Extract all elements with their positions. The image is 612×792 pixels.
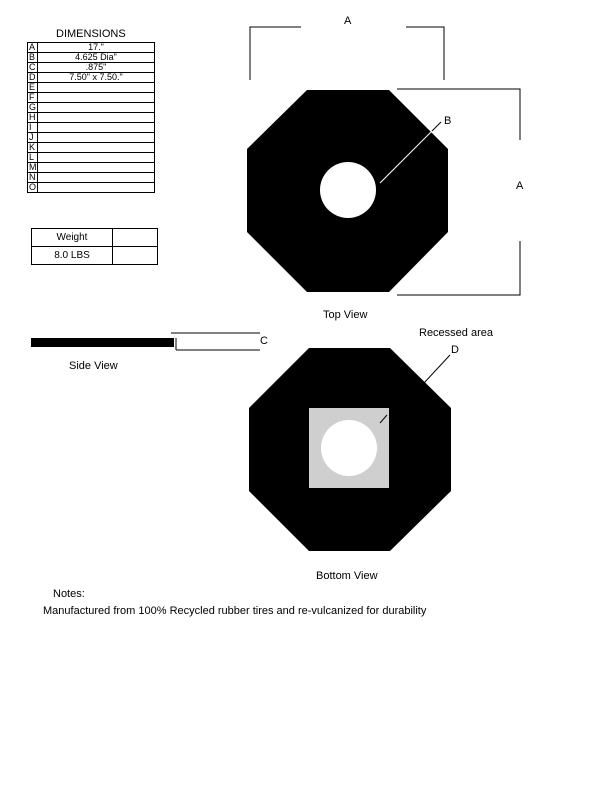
weight-header: Weight (32, 229, 113, 247)
side-view-label: Side View (69, 360, 118, 372)
dimension-key: L (28, 153, 38, 163)
dimension-value: 7.50" x 7.50." (38, 73, 155, 83)
dimension-key: G (29, 102, 37, 112)
dimension-key: D (29, 72, 36, 82)
dim-a-right-label: A (516, 180, 524, 192)
dimensions-title: DIMENSIONS (56, 28, 126, 40)
dimension-value: 4.625 Dia" (38, 53, 155, 63)
dim-b-label: B (444, 115, 452, 127)
dim-a-top-bracket (250, 27, 301, 80)
dimension-value: .875" (38, 63, 155, 73)
dim-b-leader-ext (432, 122, 441, 131)
dim-d-leader (424, 355, 450, 383)
dim-a-top-label: A (344, 15, 352, 27)
top-view-label: Top View (323, 309, 368, 321)
dimension-key: K (28, 143, 38, 153)
dimension-key: J (28, 133, 38, 143)
dimension-value: 17." (38, 43, 155, 53)
dim-c-label: C (260, 335, 268, 347)
notes-text: Manufactured from 100% Recycled rubber tires and re-vulcanized for durability (43, 605, 427, 617)
dimension-key: O (29, 182, 37, 192)
dimension-key: A (28, 43, 38, 53)
dimension-key: F (28, 93, 38, 103)
top-view-hole (320, 162, 376, 218)
dimension-key: E (28, 83, 38, 93)
dimension-key: M (29, 162, 37, 172)
notes-heading: Notes: (53, 588, 85, 600)
dimension-key: I (28, 123, 38, 133)
dimension-key: B (28, 53, 38, 63)
dim-d-label: D (451, 344, 459, 356)
dimension-key: N (29, 172, 36, 182)
dimension-key: C (29, 62, 36, 72)
weight-value: 8.0 LBS (32, 247, 113, 265)
dim-a-top-bracket-right (406, 27, 444, 80)
side-view-profile (31, 338, 174, 347)
dimension-key: H (29, 112, 36, 122)
bottom-view-hole (321, 420, 377, 476)
bottom-view-label: Bottom View (316, 570, 378, 582)
recessed-area-label: Recessed area (419, 327, 493, 339)
